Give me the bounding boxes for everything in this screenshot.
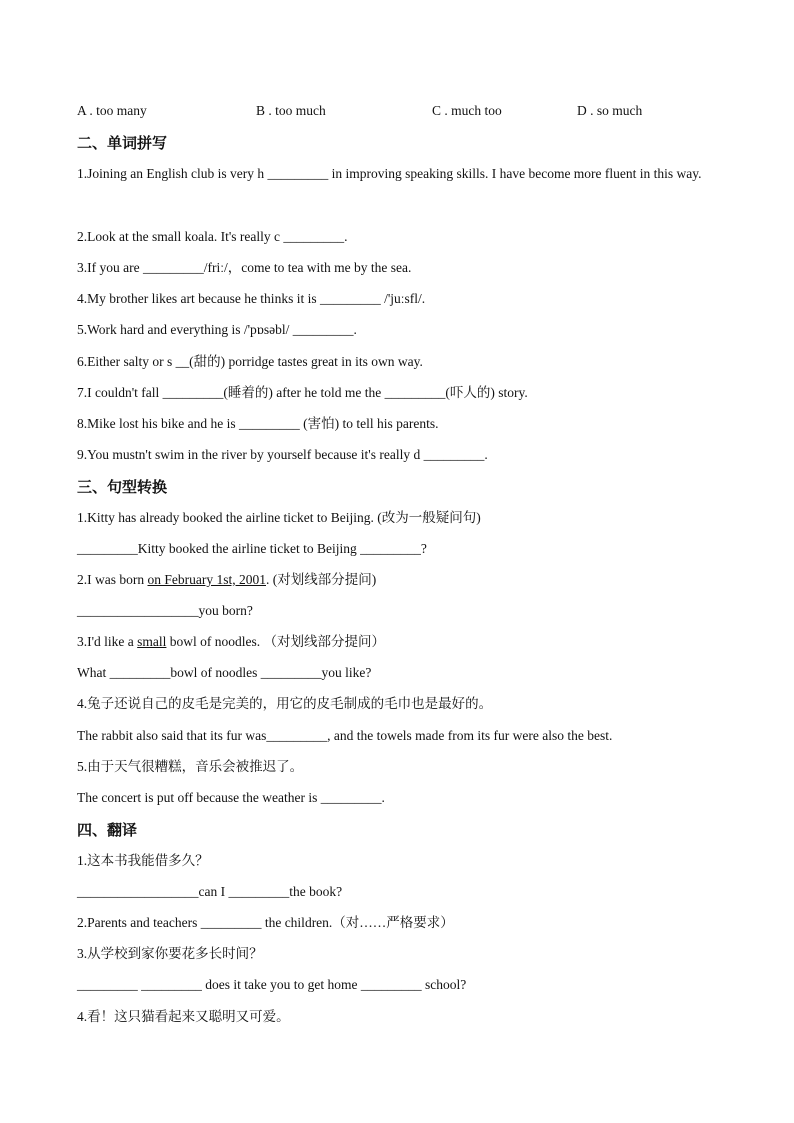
transform-q4: 4.兔子还说自己的皮毛是完美的，用它的皮毛制成的毛巾也是最好的。	[77, 696, 493, 711]
translation-q3: 3.从学校到家你要花多长时间？	[77, 946, 263, 961]
translation-q3-answer: _________ _________ does it take you to get home _________ school?	[77, 977, 467, 992]
transform-q4-answer: The rabbit also said that its fur was_________, and the towels made from its fur were also the best.	[77, 728, 613, 743]
answer-options-row	[77, 103, 717, 123]
transform-q3-answer: What _________bowl of noodles _________you like?	[77, 665, 372, 680]
transform-q2	[77, 570, 727, 590]
section-heading-translation: 四、翻译	[77, 821, 138, 839]
spelling-q7: 7.I couldn't fall _________(睡着的) after he told me the _________(吓人的) story.	[77, 385, 528, 400]
transform-q3-underlined: small	[137, 634, 167, 649]
section-heading-spelling: 二、单词拼写	[77, 134, 168, 152]
transform-q1-answer: _________Kitty booked the airline ticket to Beijing _________?	[77, 541, 427, 556]
spelling-q9: 9.You mustn't swim in the river by yourself because it's really d _________.	[77, 447, 488, 462]
option-a: A . too many	[77, 103, 147, 118]
section-heading-sentence-transform: 三、句型转换	[77, 478, 168, 496]
spelling-q5: 5.Work hard and everything is /'pɒsəbl/ _________.	[77, 322, 357, 337]
spelling-q8: 8.Mike lost his bike and he is _________ (害怕) to tell his parents.	[77, 416, 439, 431]
translation-q4: 4.看！这只猫看起来又聪明又可爱。	[77, 1009, 290, 1024]
translation-q2: 2.Parents and teachers _________ the children.（对……严格要求）	[77, 915, 454, 930]
transform-q2-underlined: on February 1st, 2001	[147, 572, 266, 587]
translation-q1: 1.这本书我能借多久？	[77, 853, 209, 868]
option-b: B . too much	[256, 103, 326, 118]
spelling-q3: 3.If you are _________/friː/，come to tea with me by the sea.	[77, 260, 412, 275]
option-d: D . so much	[577, 103, 643, 118]
spelling-q6: 6.Either salty or s __(甜的) porridge tastes great in its own way.	[77, 354, 423, 369]
transform-q5-answer: The concert is put off because the weather is _________.	[77, 790, 385, 805]
spelling-q2: 2.Look at the small koala. It's really c _________.	[77, 229, 348, 244]
transform-q3-post: bowl of noodles. （对划线部分提问）	[166, 634, 386, 649]
transform-q1: 1.Kitty has already booked the airline ticket to Beijing. (改为一般疑问句)	[77, 510, 481, 525]
transform-q2-answer: __________________you born?	[77, 603, 253, 618]
spelling-q4: 4.My brother likes art because he thinks it is _________ /'juːsfl/.	[77, 291, 426, 306]
translation-q1-answer: __________________can I _________the book?	[77, 884, 343, 899]
transform-q3-pre: 3.I'd like a	[77, 634, 138, 649]
transform-q3	[77, 632, 727, 652]
transform-q2-pre: 2.I was born	[77, 572, 148, 587]
transform-q5: 5.由于天气很糟糕，音乐会被推迟了。	[77, 759, 304, 774]
spelling-q1: 1.Joining an English club is very h _________ in improving speaking skills. I have become more fluent in this way.	[77, 166, 702, 181]
transform-q2-post: . (对划线部分提问)	[266, 572, 377, 587]
option-c: C . much too	[432, 103, 502, 118]
